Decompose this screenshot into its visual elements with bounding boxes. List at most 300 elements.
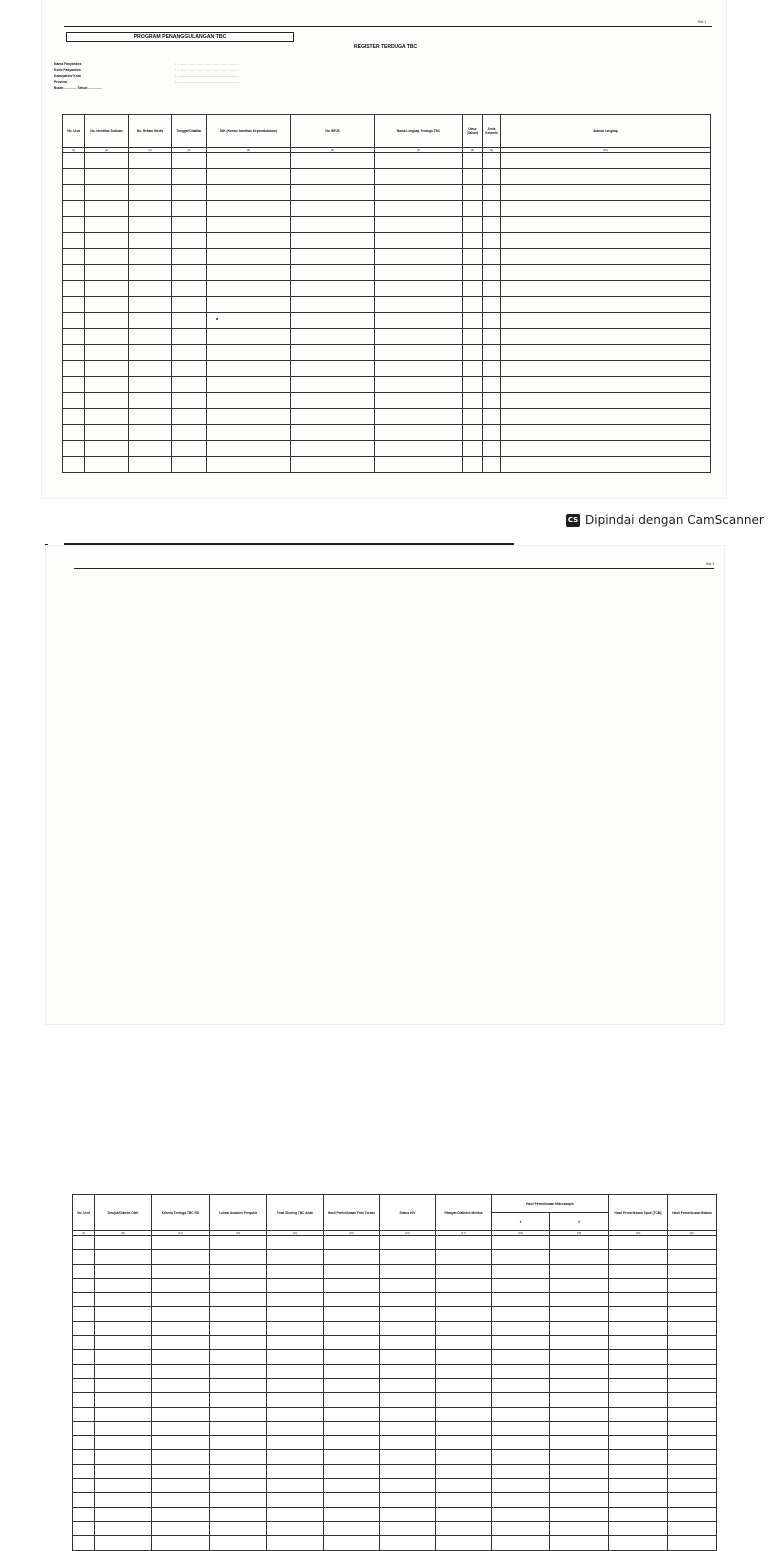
- table-cell[interactable]: [73, 1450, 95, 1464]
- table-cell[interactable]: [463, 185, 483, 201]
- table-cell[interactable]: [129, 361, 172, 377]
- table-cell[interactable]: [85, 233, 129, 249]
- table-cell[interactable]: [609, 1336, 668, 1350]
- table-cell[interactable]: [668, 1278, 717, 1292]
- table-cell[interactable]: [501, 185, 711, 201]
- table-cell[interactable]: [609, 1321, 668, 1335]
- table-cell[interactable]: [210, 1350, 267, 1364]
- table-cell[interactable]: [609, 1479, 668, 1493]
- table-cell[interactable]: [63, 297, 85, 313]
- table-cell[interactable]: [172, 265, 207, 281]
- table-cell[interactable]: [550, 1421, 609, 1435]
- table-cell[interactable]: [501, 329, 711, 345]
- table-cell[interactable]: [501, 393, 711, 409]
- table-cell[interactable]: [172, 393, 207, 409]
- table-cell[interactable]: [463, 345, 483, 361]
- table-cell[interactable]: [95, 1450, 152, 1464]
- table-cell[interactable]: [609, 1450, 668, 1464]
- table-cell[interactable]: [210, 1378, 267, 1392]
- table-cell[interactable]: [95, 1421, 152, 1435]
- table-cell[interactable]: [207, 441, 291, 457]
- table-cell[interactable]: [63, 153, 85, 169]
- table-cell[interactable]: [501, 169, 711, 185]
- table-cell[interactable]: [267, 1521, 324, 1535]
- table-cell[interactable]: [550, 1493, 609, 1507]
- table-cell[interactable]: [210, 1464, 267, 1478]
- table-cell[interactable]: [63, 457, 85, 473]
- table-cell[interactable]: [492, 1293, 550, 1307]
- table-cell[interactable]: [483, 233, 501, 249]
- table-cell[interactable]: [267, 1307, 324, 1321]
- table-cell[interactable]: [436, 1350, 492, 1364]
- table-cell[interactable]: [550, 1293, 609, 1307]
- table-cell[interactable]: [380, 1336, 436, 1350]
- table-cell[interactable]: [85, 361, 129, 377]
- table-cell[interactable]: [85, 377, 129, 393]
- table-cell[interactable]: [73, 1436, 95, 1450]
- table-cell[interactable]: [291, 313, 375, 329]
- table-cell[interactable]: [375, 281, 463, 297]
- table-cell[interactable]: [463, 361, 483, 377]
- table-cell[interactable]: [483, 185, 501, 201]
- table-cell[interactable]: [85, 201, 129, 217]
- table-cell[interactable]: [550, 1336, 609, 1350]
- table-cell[interactable]: [483, 217, 501, 233]
- table-cell[interactable]: [172, 297, 207, 313]
- table-cell[interactable]: [172, 425, 207, 441]
- table-cell[interactable]: [463, 249, 483, 265]
- table-cell[interactable]: [668, 1293, 717, 1307]
- table-cell[interactable]: [172, 361, 207, 377]
- table-cell[interactable]: [73, 1521, 95, 1535]
- table-cell[interactable]: [207, 249, 291, 265]
- table-cell[interactable]: [210, 1479, 267, 1493]
- table-cell[interactable]: [609, 1407, 668, 1421]
- table-cell[interactable]: [210, 1250, 267, 1264]
- table-cell[interactable]: [85, 217, 129, 233]
- table-cell[interactable]: [436, 1493, 492, 1507]
- table-cell[interactable]: [129, 281, 172, 297]
- table-cell[interactable]: [207, 169, 291, 185]
- table-cell[interactable]: [380, 1364, 436, 1378]
- table-cell[interactable]: [63, 329, 85, 345]
- table-cell[interactable]: [152, 1236, 210, 1250]
- table-cell[interactable]: [85, 185, 129, 201]
- table-cell[interactable]: [291, 185, 375, 201]
- table-cell[interactable]: [668, 1450, 717, 1464]
- table-cell[interactable]: [492, 1350, 550, 1364]
- table-cell[interactable]: [267, 1479, 324, 1493]
- table-cell[interactable]: [152, 1278, 210, 1292]
- table-cell[interactable]: [172, 441, 207, 457]
- table-cell[interactable]: [380, 1393, 436, 1407]
- table-cell[interactable]: [95, 1407, 152, 1421]
- table-cell[interactable]: [152, 1493, 210, 1507]
- table-cell[interactable]: [172, 233, 207, 249]
- table-cell[interactable]: [291, 265, 375, 281]
- table-cell[interactable]: [129, 249, 172, 265]
- table-cell[interactable]: [172, 345, 207, 361]
- table-cell[interactable]: [291, 297, 375, 313]
- table-cell[interactable]: [492, 1407, 550, 1421]
- table-cell[interactable]: [501, 249, 711, 265]
- table-cell[interactable]: [324, 1278, 380, 1292]
- table-cell[interactable]: [207, 153, 291, 169]
- table-cell[interactable]: [95, 1307, 152, 1321]
- table-cell[interactable]: [375, 377, 463, 393]
- table-cell[interactable]: [73, 1493, 95, 1507]
- table-cell[interactable]: [501, 361, 711, 377]
- table-cell[interactable]: [95, 1493, 152, 1507]
- table-cell[interactable]: [210, 1278, 267, 1292]
- table-cell[interactable]: [267, 1293, 324, 1307]
- table-cell[interactable]: [550, 1407, 609, 1421]
- table-cell[interactable]: [95, 1250, 152, 1264]
- table-cell[interactable]: [501, 345, 711, 361]
- table-cell[interactable]: [85, 153, 129, 169]
- table-cell[interactable]: [210, 1421, 267, 1435]
- table-cell[interactable]: [267, 1436, 324, 1450]
- table-cell[interactable]: [380, 1407, 436, 1421]
- table-cell[interactable]: [463, 329, 483, 345]
- table-cell[interactable]: [73, 1507, 95, 1521]
- table-cell[interactable]: [668, 1493, 717, 1507]
- table-cell[interactable]: [550, 1250, 609, 1264]
- table-cell[interactable]: [550, 1436, 609, 1450]
- table-cell[interactable]: [324, 1250, 380, 1264]
- table-cell[interactable]: [73, 1378, 95, 1392]
- table-cell[interactable]: [550, 1264, 609, 1278]
- table-cell[interactable]: [609, 1421, 668, 1435]
- table-cell[interactable]: [152, 1307, 210, 1321]
- table-cell[interactable]: [609, 1236, 668, 1250]
- table-cell[interactable]: [375, 201, 463, 217]
- table-cell[interactable]: [63, 281, 85, 297]
- table-cell[interactable]: [483, 313, 501, 329]
- table-cell[interactable]: [210, 1307, 267, 1321]
- table-cell[interactable]: [207, 457, 291, 473]
- table-cell[interactable]: [550, 1479, 609, 1493]
- table-cell[interactable]: [63, 201, 85, 217]
- table-cell[interactable]: [380, 1507, 436, 1521]
- table-cell[interactable]: [291, 233, 375, 249]
- table-cell[interactable]: [324, 1378, 380, 1392]
- table-cell[interactable]: [324, 1493, 380, 1507]
- table-cell[interactable]: [483, 425, 501, 441]
- table-cell[interactable]: [436, 1536, 492, 1550]
- table-cell[interactable]: [85, 265, 129, 281]
- table-cell[interactable]: [501, 217, 711, 233]
- table-cell[interactable]: [668, 1507, 717, 1521]
- table-cell[interactable]: [172, 185, 207, 201]
- table-cell[interactable]: [207, 377, 291, 393]
- table-cell[interactable]: [609, 1464, 668, 1478]
- table-cell[interactable]: [668, 1536, 717, 1550]
- table-cell[interactable]: [85, 457, 129, 473]
- table-cell[interactable]: [375, 441, 463, 457]
- table-cell[interactable]: [375, 169, 463, 185]
- table-cell[interactable]: [267, 1407, 324, 1421]
- table-cell[interactable]: [375, 409, 463, 425]
- table-cell[interactable]: [63, 441, 85, 457]
- table-cell[interactable]: [291, 169, 375, 185]
- table-cell[interactable]: [291, 409, 375, 425]
- table-cell[interactable]: [85, 297, 129, 313]
- table-cell[interactable]: [73, 1336, 95, 1350]
- table-cell[interactable]: [73, 1421, 95, 1435]
- table-cell[interactable]: [492, 1278, 550, 1292]
- table-cell[interactable]: [492, 1436, 550, 1450]
- table-cell[interactable]: [210, 1336, 267, 1350]
- table-cell[interactable]: [210, 1393, 267, 1407]
- table-cell[interactable]: [73, 1307, 95, 1321]
- table-cell[interactable]: [463, 457, 483, 473]
- table-cell[interactable]: [85, 425, 129, 441]
- table-cell[interactable]: [73, 1536, 95, 1550]
- table-cell[interactable]: [63, 249, 85, 265]
- table-cell[interactable]: [129, 201, 172, 217]
- table-cell[interactable]: [380, 1278, 436, 1292]
- table-cell[interactable]: [492, 1364, 550, 1378]
- table-cell[interactable]: [609, 1278, 668, 1292]
- table-cell[interactable]: [380, 1350, 436, 1364]
- table-cell[interactable]: [95, 1378, 152, 1392]
- table-cell[interactable]: [375, 313, 463, 329]
- table-cell[interactable]: [375, 185, 463, 201]
- table-cell[interactable]: [291, 377, 375, 393]
- table-cell[interactable]: [609, 1350, 668, 1364]
- table-cell[interactable]: [668, 1479, 717, 1493]
- table-cell[interactable]: [291, 441, 375, 457]
- table-cell[interactable]: [267, 1378, 324, 1392]
- table-cell[interactable]: [492, 1421, 550, 1435]
- table-cell[interactable]: [324, 1236, 380, 1250]
- table-cell[interactable]: [152, 1421, 210, 1435]
- table-cell[interactable]: [483, 153, 501, 169]
- table-cell[interactable]: [380, 1307, 436, 1321]
- table-cell[interactable]: [668, 1236, 717, 1250]
- table-cell[interactable]: [380, 1450, 436, 1464]
- table-cell[interactable]: [172, 313, 207, 329]
- table-cell[interactable]: [436, 1264, 492, 1278]
- table-cell[interactable]: [609, 1293, 668, 1307]
- table-cell[interactable]: [492, 1450, 550, 1464]
- table-cell[interactable]: [436, 1250, 492, 1264]
- table-cell[interactable]: [172, 217, 207, 233]
- table-cell[interactable]: [463, 281, 483, 297]
- table-cell[interactable]: [172, 153, 207, 169]
- table-cell[interactable]: [152, 1350, 210, 1364]
- table-cell[interactable]: [207, 409, 291, 425]
- table-cell[interactable]: [129, 441, 172, 457]
- table-cell[interactable]: [129, 393, 172, 409]
- table-cell[interactable]: [483, 457, 501, 473]
- table-cell[interactable]: [483, 393, 501, 409]
- table-cell[interactable]: [172, 457, 207, 473]
- table-cell[interactable]: [95, 1350, 152, 1364]
- table-cell[interactable]: [668, 1393, 717, 1407]
- table-cell[interactable]: [152, 1364, 210, 1378]
- table-cell[interactable]: [492, 1264, 550, 1278]
- table-cell[interactable]: [483, 201, 501, 217]
- table-cell[interactable]: [267, 1364, 324, 1378]
- table-cell[interactable]: [207, 393, 291, 409]
- table-cell[interactable]: [267, 1278, 324, 1292]
- table-cell[interactable]: [95, 1236, 152, 1250]
- table-cell[interactable]: [380, 1479, 436, 1493]
- table-cell[interactable]: [85, 409, 129, 425]
- table-cell[interactable]: [73, 1393, 95, 1407]
- table-cell[interactable]: [95, 1364, 152, 1378]
- table-cell[interactable]: [207, 345, 291, 361]
- table-cell[interactable]: [152, 1264, 210, 1278]
- table-cell[interactable]: [483, 265, 501, 281]
- table-cell[interactable]: [436, 1307, 492, 1321]
- table-cell[interactable]: [550, 1278, 609, 1292]
- table-cell[interactable]: [63, 313, 85, 329]
- table-cell[interactable]: [324, 1464, 380, 1478]
- table-cell[interactable]: [172, 249, 207, 265]
- table-cell[interactable]: [492, 1378, 550, 1392]
- table-cell[interactable]: [63, 233, 85, 249]
- table-cell[interactable]: [210, 1264, 267, 1278]
- table-cell[interactable]: [172, 409, 207, 425]
- table-cell[interactable]: [324, 1521, 380, 1535]
- table-cell[interactable]: [324, 1350, 380, 1364]
- table-cell[interactable]: [436, 1450, 492, 1464]
- table-cell[interactable]: [129, 185, 172, 201]
- table-cell[interactable]: [207, 313, 291, 329]
- table-cell[interactable]: [210, 1364, 267, 1378]
- table-cell[interactable]: [436, 1407, 492, 1421]
- table-cell[interactable]: [291, 393, 375, 409]
- table-cell[interactable]: [63, 217, 85, 233]
- table-cell[interactable]: [73, 1350, 95, 1364]
- table-cell[interactable]: [291, 217, 375, 233]
- table-cell[interactable]: [550, 1450, 609, 1464]
- table-cell[interactable]: [463, 425, 483, 441]
- table-cell[interactable]: [95, 1264, 152, 1278]
- table-cell[interactable]: [324, 1479, 380, 1493]
- table-cell[interactable]: [436, 1507, 492, 1521]
- table-cell[interactable]: [207, 281, 291, 297]
- table-cell[interactable]: [291, 457, 375, 473]
- table-cell[interactable]: [129, 153, 172, 169]
- table-cell[interactable]: [152, 1378, 210, 1392]
- table-cell[interactable]: [267, 1507, 324, 1521]
- table-cell[interactable]: [483, 361, 501, 377]
- table-cell[interactable]: [483, 409, 501, 425]
- table-cell[interactable]: [172, 169, 207, 185]
- table-cell[interactable]: [172, 281, 207, 297]
- table-cell[interactable]: [550, 1393, 609, 1407]
- table-cell[interactable]: [267, 1464, 324, 1478]
- table-cell[interactable]: [380, 1536, 436, 1550]
- table-cell[interactable]: [463, 297, 483, 313]
- table-cell[interactable]: [375, 249, 463, 265]
- table-cell[interactable]: [501, 281, 711, 297]
- table-cell[interactable]: [152, 1536, 210, 1550]
- table-cell[interactable]: [463, 377, 483, 393]
- table-cell[interactable]: [324, 1321, 380, 1335]
- table-cell[interactable]: [267, 1250, 324, 1264]
- table-cell[interactable]: [210, 1236, 267, 1250]
- table-cell[interactable]: [668, 1364, 717, 1378]
- table-cell[interactable]: [291, 281, 375, 297]
- table-cell[interactable]: [152, 1507, 210, 1521]
- table-cell[interactable]: [324, 1364, 380, 1378]
- table-cell[interactable]: [550, 1536, 609, 1550]
- table-cell[interactable]: [324, 1536, 380, 1550]
- table-cell[interactable]: [63, 425, 85, 441]
- table-cell[interactable]: [291, 153, 375, 169]
- table-cell[interactable]: [436, 1321, 492, 1335]
- table-cell[interactable]: [380, 1250, 436, 1264]
- table-cell[interactable]: [609, 1250, 668, 1264]
- table-cell[interactable]: [436, 1364, 492, 1378]
- table-cell[interactable]: [463, 265, 483, 281]
- table-cell[interactable]: [152, 1321, 210, 1335]
- table-cell[interactable]: [609, 1264, 668, 1278]
- table-cell[interactable]: [436, 1421, 492, 1435]
- table-cell[interactable]: [375, 265, 463, 281]
- table-cell[interactable]: [609, 1521, 668, 1535]
- table-cell[interactable]: [375, 361, 463, 377]
- table-cell[interactable]: [267, 1450, 324, 1464]
- table-cell[interactable]: [324, 1421, 380, 1435]
- table-cell[interactable]: [129, 345, 172, 361]
- table-cell[interactable]: [463, 313, 483, 329]
- table-cell[interactable]: [492, 1507, 550, 1521]
- table-cell[interactable]: [375, 217, 463, 233]
- table-cell[interactable]: [324, 1436, 380, 1450]
- table-cell[interactable]: [95, 1293, 152, 1307]
- table-cell[interactable]: [85, 313, 129, 329]
- table-cell[interactable]: [492, 1393, 550, 1407]
- table-cell[interactable]: [152, 1450, 210, 1464]
- table-cell[interactable]: [380, 1521, 436, 1535]
- table-cell[interactable]: [73, 1407, 95, 1421]
- table-cell[interactable]: [375, 297, 463, 313]
- table-cell[interactable]: [267, 1236, 324, 1250]
- table-cell[interactable]: [324, 1307, 380, 1321]
- table-cell[interactable]: [95, 1479, 152, 1493]
- table-cell[interactable]: [267, 1336, 324, 1350]
- table-cell[interactable]: [63, 361, 85, 377]
- table-cell[interactable]: [85, 249, 129, 265]
- table-cell[interactable]: [210, 1536, 267, 1550]
- table-cell[interactable]: [609, 1493, 668, 1507]
- table-cell[interactable]: [436, 1464, 492, 1478]
- table-cell[interactable]: [152, 1436, 210, 1450]
- table-cell[interactable]: [550, 1350, 609, 1364]
- table-cell[interactable]: [210, 1321, 267, 1335]
- table-cell[interactable]: [95, 1336, 152, 1350]
- table-cell[interactable]: [492, 1493, 550, 1507]
- table-cell[interactable]: [152, 1250, 210, 1264]
- table-cell[interactable]: [152, 1407, 210, 1421]
- table-cell[interactable]: [73, 1364, 95, 1378]
- table-cell[interactable]: [207, 185, 291, 201]
- table-cell[interactable]: [207, 265, 291, 281]
- table-cell[interactable]: [324, 1293, 380, 1307]
- table-cell[interactable]: [463, 393, 483, 409]
- table-cell[interactable]: [73, 1236, 95, 1250]
- table-cell[interactable]: [210, 1450, 267, 1464]
- table-cell[interactable]: [668, 1350, 717, 1364]
- table-cell[interactable]: [85, 345, 129, 361]
- table-cell[interactable]: [550, 1307, 609, 1321]
